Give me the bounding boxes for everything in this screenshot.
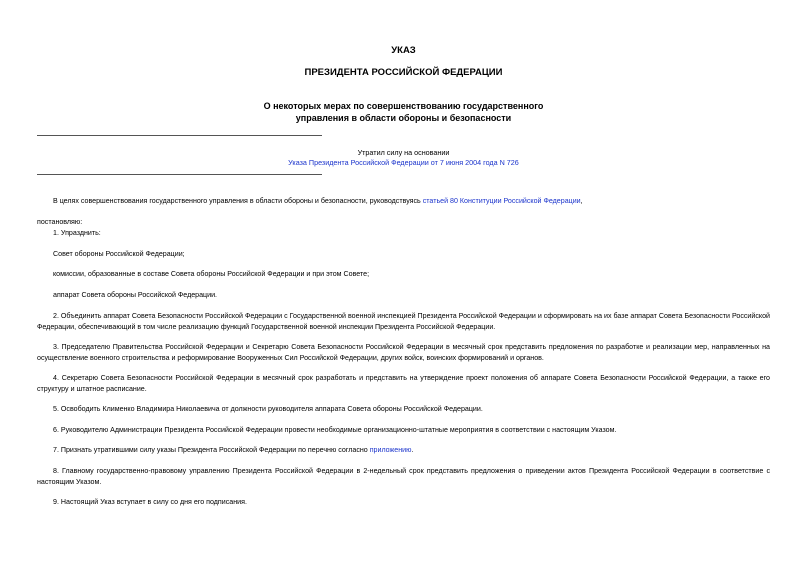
document-subject xyxy=(240,100,567,124)
paragraph-4: 4. Секретарю Совета Безопасности Российской Федерации в месячный срок разработать и представить на утверждение проект положения об аппарате Совета Безопасности Российской Федерации, а также его структуру и штатное расписание. xyxy=(37,374,770,393)
divider-bottom xyxy=(37,174,322,175)
paragraph-7 xyxy=(53,445,413,455)
preamble-text: В целях совершенствования государственного управления в области обороны и безопасности, руководствуясь xyxy=(53,197,423,205)
repeal-decree-link[interactable]: Указа Президента Российской Федерации от 7 июня 2004 года N 726 xyxy=(288,158,519,167)
paragraph-9: 9. Настоящий Указ вступает в силу со дня его подписания. xyxy=(53,498,247,506)
paragraph-3: 3. Председателю Правительства Российской Федерации и Секретарю Совета Безопасности Российской Федерации в месячный срок представить предложения по разработке и реализации мер, направленных на осуществление военного строительства и реформирование Вооруженных Сил Российской Федерации, других войск, воинских формирований и органов. xyxy=(37,343,770,362)
document-subject-line-1: О некоторых мерах по совершенствованию государственного xyxy=(263,101,544,111)
paragraph-1b: комиссии, образованные в составе Совета обороны Российской Федерации и при этом Совете; xyxy=(53,270,370,278)
paragraph-6: 6. Руководителю Администрации Президента Российской Федерации провести необходимые организационно-штатные мероприятия в соответствии с настоящим Указом. xyxy=(53,426,617,434)
paragraph-7-text: 7. Признать утратившими силу указы Президента Российской Федерации по перечню согласно xyxy=(53,446,370,454)
document-subject-line-2: управления в области обороны и безопасности xyxy=(295,113,512,123)
constitution-article-link[interactable]: статьей 80 Конституции Российской Федерации xyxy=(422,197,581,205)
status-note-line xyxy=(0,158,807,168)
paragraph-7-end: . xyxy=(411,446,414,454)
preamble xyxy=(37,196,770,207)
status-note-text: Утратил силу на основании xyxy=(357,148,450,157)
paragraph-8: 8. Главному государственно-правовому управлению Президента Российской Федерации в 2-недельный срок представить предложения о приведении актов Президента Российской Федерации в соответствие с настоящим Указом. xyxy=(37,467,770,486)
decree-word: постановляю: xyxy=(37,218,83,226)
paragraph-1: 1. Упразднить: xyxy=(53,229,101,237)
document-issuer: ПРЕЗИДЕНТА РОССИЙСКОЙ ФЕДЕРАЦИИ xyxy=(304,67,503,78)
paragraph-1a: Совет обороны Российской Федерации; xyxy=(53,250,185,258)
paragraph-1c: аппарат Совета обороны Российской Федерации. xyxy=(53,291,218,299)
appendix-link[interactable]: приложению xyxy=(369,446,412,454)
paragraph-5: 5. Освободить Клименко Владимира Николаевича от должности руководителя аппарата Совета обороны Российской Федерации. xyxy=(53,405,483,413)
preamble-end: , xyxy=(580,197,583,205)
document-title: УКАЗ xyxy=(391,45,416,56)
paragraph-2: 2. Объединить аппарат Совета Безопасности Российской Федерации с Государственной военной инспекцией Президента Российской Федерации и сформировать на их базе аппарат Совета Безопасности Российской Федерации, обеспечивающий в том числе реализацию функций Государственной военной инспекции Президента Российской Федерации. xyxy=(37,312,770,331)
divider-top xyxy=(37,135,322,136)
